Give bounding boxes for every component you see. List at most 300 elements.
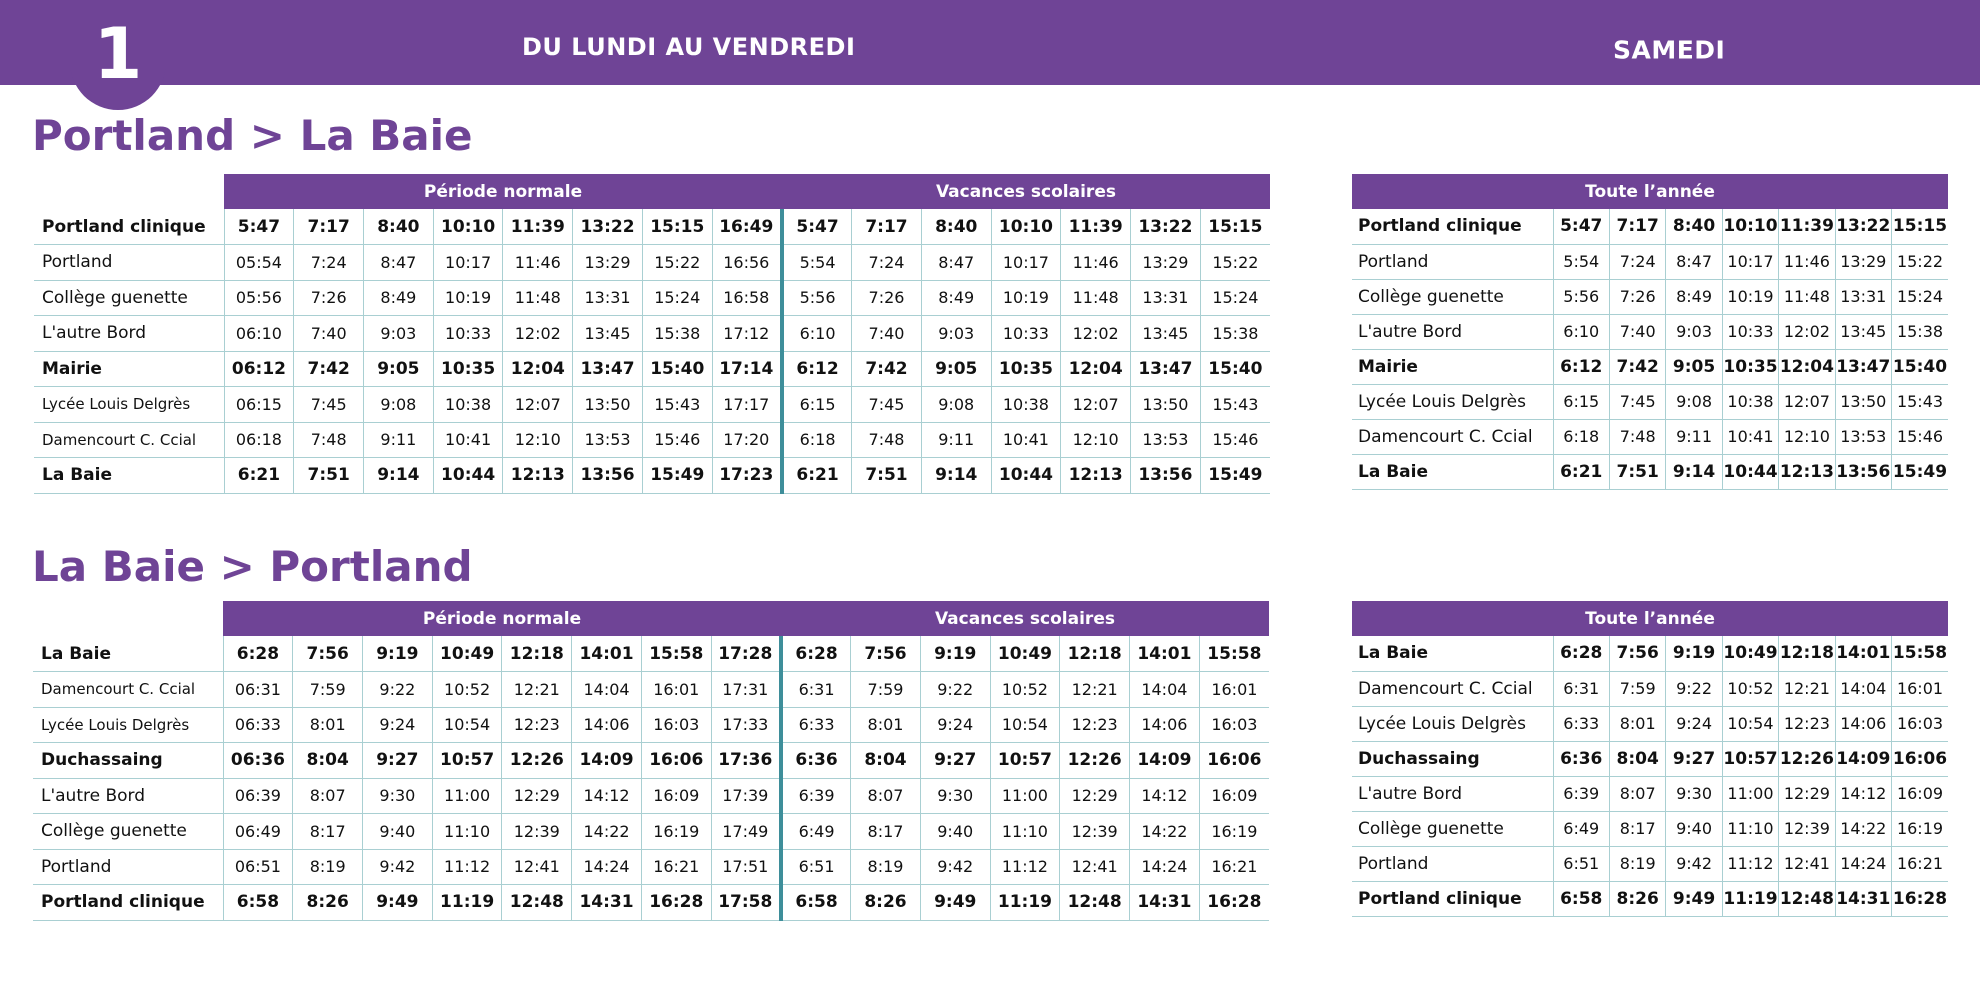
departure-time: 13:56 bbox=[1131, 458, 1201, 494]
departure-time: 12:29 bbox=[502, 778, 572, 814]
stop-name: Portland clinique bbox=[1352, 209, 1553, 244]
departure-time: 13:50 bbox=[1131, 387, 1201, 423]
departure-time: 14:31 bbox=[1835, 881, 1891, 916]
departure-time: 6:21 bbox=[224, 458, 294, 494]
departure-time: 8:17 bbox=[1609, 811, 1665, 846]
departure-time: 8:26 bbox=[293, 885, 363, 921]
departure-time: 6:21 bbox=[1553, 454, 1609, 489]
departure-time: 6:49 bbox=[1553, 811, 1609, 846]
departure-time: 7:40 bbox=[852, 316, 922, 352]
departure-time: 9:22 bbox=[920, 672, 990, 708]
timetable-row bbox=[34, 209, 1270, 245]
departure-time: 7:51 bbox=[852, 458, 922, 494]
departure-time: 14:24 bbox=[572, 849, 642, 885]
departure-time: 16:28 bbox=[641, 885, 711, 921]
departure-time: 16:01 bbox=[1891, 671, 1948, 706]
departure-time: 9:05 bbox=[921, 351, 991, 387]
departure-time: 11:00 bbox=[432, 778, 502, 814]
departure-time: 17:58 bbox=[711, 885, 781, 921]
departure-time: 12:04 bbox=[1779, 349, 1835, 384]
departure-time: 14:22 bbox=[1835, 811, 1891, 846]
departure-time: 15:49 bbox=[1200, 458, 1270, 494]
departure-time: 16:01 bbox=[641, 672, 711, 708]
departure-time: 12:39 bbox=[502, 814, 572, 850]
departure-time: 9:14 bbox=[364, 458, 434, 494]
departure-time: 10:35 bbox=[1722, 349, 1778, 384]
departure-time: 14:01 bbox=[1130, 636, 1200, 672]
weekday-timetable-return bbox=[33, 601, 1269, 921]
departure-time: 12:04 bbox=[503, 351, 573, 387]
departure-time: 8:07 bbox=[293, 778, 363, 814]
departure-time: 16:19 bbox=[1199, 814, 1269, 850]
departure-time: 6:10 bbox=[782, 316, 852, 352]
departure-time: 6:18 bbox=[1553, 419, 1609, 454]
departure-time: 10:19 bbox=[433, 280, 503, 316]
departure-time: 14:31 bbox=[1130, 885, 1200, 921]
departure-time: 10:49 bbox=[432, 636, 502, 672]
departure-time: 11:48 bbox=[1779, 279, 1835, 314]
departure-time: 5:47 bbox=[1553, 209, 1609, 244]
departure-time: 10:35 bbox=[991, 351, 1061, 387]
stop-name: Damencourt C. Ccial bbox=[34, 422, 224, 458]
departure-time: 15:43 bbox=[1891, 384, 1948, 419]
departure-time: 6:51 bbox=[1553, 846, 1609, 881]
stop-name: L'autre Bord bbox=[33, 778, 223, 814]
departure-time: 14:09 bbox=[1835, 741, 1891, 776]
weekday-timetable-outbound bbox=[34, 174, 1270, 494]
departure-time: 15:58 bbox=[641, 636, 711, 672]
period-normal-header: Période normale bbox=[223, 601, 781, 636]
departure-time: 8:26 bbox=[1609, 881, 1665, 916]
departure-time: 9:08 bbox=[364, 387, 434, 423]
stop-name: Lycée Louis Delgrès bbox=[34, 387, 224, 423]
departure-time: 17:20 bbox=[712, 422, 782, 458]
departure-time: 6:31 bbox=[1553, 671, 1609, 706]
departure-time: 11:10 bbox=[1722, 811, 1778, 846]
departure-time: 12:29 bbox=[1060, 778, 1130, 814]
departure-time: 7:56 bbox=[1609, 636, 1665, 671]
departure-time: 5:47 bbox=[224, 209, 294, 245]
stop-name: Duchassaing bbox=[33, 743, 223, 779]
departure-time: 5:47 bbox=[782, 209, 852, 245]
departure-time: 9:19 bbox=[920, 636, 990, 672]
departure-time: 5:54 bbox=[782, 245, 852, 281]
saturday-heading: SAMEDI bbox=[1613, 35, 1726, 65]
departure-time: 15:40 bbox=[642, 351, 712, 387]
timetable-row bbox=[34, 458, 1270, 494]
departure-time: 06:10 bbox=[224, 316, 294, 352]
departure-time: 16:21 bbox=[1199, 849, 1269, 885]
departure-time: 10:10 bbox=[433, 209, 503, 245]
timetable-row bbox=[33, 743, 1269, 779]
departure-time: 6:33 bbox=[781, 707, 851, 743]
departure-time: 17:36 bbox=[711, 743, 781, 779]
departure-time: 11:39 bbox=[503, 209, 573, 245]
departure-time: 14:22 bbox=[1130, 814, 1200, 850]
departure-time: 10:38 bbox=[991, 387, 1061, 423]
departure-time: 11:46 bbox=[1779, 244, 1835, 279]
departure-time: 16:19 bbox=[641, 814, 711, 850]
departure-time: 6:15 bbox=[1553, 384, 1609, 419]
departure-time: 15:15 bbox=[642, 209, 712, 245]
departure-time: 12:10 bbox=[503, 422, 573, 458]
departure-time: 10:44 bbox=[1722, 454, 1778, 489]
departure-time: 15:58 bbox=[1891, 636, 1948, 671]
departure-time: 11:19 bbox=[990, 885, 1060, 921]
departure-time: 10:44 bbox=[991, 458, 1061, 494]
departure-time: 6:10 bbox=[1553, 314, 1609, 349]
line-number-badge: 1 bbox=[70, 0, 166, 110]
departure-time: 8:04 bbox=[1609, 741, 1665, 776]
departure-time: 9:24 bbox=[1666, 706, 1722, 741]
departure-time: 15:22 bbox=[1891, 244, 1948, 279]
departure-time: 7:26 bbox=[294, 280, 364, 316]
departure-time: 8:47 bbox=[1666, 244, 1722, 279]
departure-time: 15:43 bbox=[1200, 387, 1270, 423]
departure-time: 17:23 bbox=[712, 458, 782, 494]
departure-time: 8:01 bbox=[851, 707, 921, 743]
departure-time: 10:57 bbox=[432, 743, 502, 779]
stop-name: L'autre Bord bbox=[1352, 314, 1553, 349]
departure-time: 10:19 bbox=[991, 280, 1061, 316]
timetable-row bbox=[1352, 244, 1948, 279]
departure-time: 17:33 bbox=[711, 707, 781, 743]
departure-time: 12:18 bbox=[1060, 636, 1130, 672]
departure-time: 12:13 bbox=[1061, 458, 1131, 494]
timetable-row bbox=[1352, 419, 1948, 454]
departure-time: 16:03 bbox=[1199, 707, 1269, 743]
stop-name: Portland bbox=[33, 849, 223, 885]
stop-name: Mairie bbox=[34, 351, 224, 387]
departure-time: 9:27 bbox=[920, 743, 990, 779]
departure-time: 10:41 bbox=[991, 422, 1061, 458]
departure-time: 05:56 bbox=[224, 280, 294, 316]
departure-time: 17:14 bbox=[712, 351, 782, 387]
departure-time: 12:07 bbox=[503, 387, 573, 423]
departure-time: 6:49 bbox=[781, 814, 851, 850]
departure-time: 8:04 bbox=[293, 743, 363, 779]
departure-time: 10:52 bbox=[432, 672, 502, 708]
departure-time: 10:19 bbox=[1722, 279, 1778, 314]
departure-time: 6:15 bbox=[782, 387, 852, 423]
departure-time: 12:21 bbox=[502, 672, 572, 708]
departure-time: 15:38 bbox=[642, 316, 712, 352]
departure-time: 15:49 bbox=[642, 458, 712, 494]
departure-time: 17:12 bbox=[712, 316, 782, 352]
departure-time: 12:07 bbox=[1061, 387, 1131, 423]
departure-time: 14:06 bbox=[1835, 706, 1891, 741]
timetable-row bbox=[34, 387, 1270, 423]
departure-time: 13:47 bbox=[573, 351, 643, 387]
departure-time: 12:13 bbox=[1779, 454, 1835, 489]
departure-time: 06:51 bbox=[223, 849, 293, 885]
departure-time: 5:56 bbox=[1553, 279, 1609, 314]
timetable-row bbox=[1352, 846, 1948, 881]
departure-time: 12:48 bbox=[1060, 885, 1130, 921]
departure-time: 13:45 bbox=[1131, 316, 1201, 352]
departure-time: 12:02 bbox=[1061, 316, 1131, 352]
departure-time: 16:09 bbox=[641, 778, 711, 814]
stop-name: Duchassaing bbox=[1352, 741, 1553, 776]
departure-time: 10:52 bbox=[990, 672, 1060, 708]
departure-time: 7:45 bbox=[294, 387, 364, 423]
departure-time: 9:19 bbox=[1666, 636, 1722, 671]
departure-time: 13:53 bbox=[573, 422, 643, 458]
departure-time: 6:21 bbox=[782, 458, 852, 494]
stop-name: L'autre Bord bbox=[1352, 776, 1553, 811]
stop-name: La Baie bbox=[1352, 454, 1553, 489]
all-year-header: Toute l’année bbox=[1352, 174, 1948, 209]
departure-time: 8:04 bbox=[851, 743, 921, 779]
departure-time: 7:45 bbox=[852, 387, 922, 423]
departure-time: 8:49 bbox=[921, 280, 991, 316]
departure-time: 10:38 bbox=[1722, 384, 1778, 419]
departure-time: 12:02 bbox=[503, 316, 573, 352]
departure-time: 14:24 bbox=[1835, 846, 1891, 881]
departure-time: 9:49 bbox=[920, 885, 990, 921]
departure-time: 12:23 bbox=[1060, 707, 1130, 743]
departure-time: 8:19 bbox=[851, 849, 921, 885]
departure-time: 12:23 bbox=[1779, 706, 1835, 741]
timetable-row bbox=[1352, 314, 1948, 349]
departure-time: 12:07 bbox=[1779, 384, 1835, 419]
departure-time: 9:11 bbox=[364, 422, 434, 458]
departure-time: 15:49 bbox=[1891, 454, 1948, 489]
departure-time: 15:46 bbox=[1891, 419, 1948, 454]
departure-time: 16:06 bbox=[1199, 743, 1269, 779]
departure-time: 11:19 bbox=[1722, 881, 1778, 916]
timetable-row bbox=[34, 316, 1270, 352]
departure-time: 9:14 bbox=[921, 458, 991, 494]
departure-time: 17:17 bbox=[712, 387, 782, 423]
stop-name: Collège guenette bbox=[1352, 811, 1553, 846]
departure-time: 7:51 bbox=[294, 458, 364, 494]
stop-name: Portland clinique bbox=[34, 209, 224, 245]
departure-time: 05:54 bbox=[224, 245, 294, 281]
departure-time: 10:49 bbox=[1722, 636, 1778, 671]
departure-time: 9:08 bbox=[1666, 384, 1722, 419]
timetable-row bbox=[34, 422, 1270, 458]
departure-time: 14:12 bbox=[1130, 778, 1200, 814]
departure-time: 5:54 bbox=[1553, 244, 1609, 279]
stop-name: Portland bbox=[1352, 244, 1553, 279]
departure-time: 11:39 bbox=[1779, 209, 1835, 244]
departure-time: 6:58 bbox=[781, 885, 851, 921]
departure-time: 16:09 bbox=[1199, 778, 1269, 814]
departure-time: 9:49 bbox=[1666, 881, 1722, 916]
departure-time: 6:18 bbox=[782, 422, 852, 458]
departure-time: 12:41 bbox=[1779, 846, 1835, 881]
departure-time: 12:04 bbox=[1061, 351, 1131, 387]
departure-time: 8:01 bbox=[293, 707, 363, 743]
timetable-row bbox=[1352, 811, 1948, 846]
departure-time: 11:46 bbox=[1061, 245, 1131, 281]
departure-time: 14:04 bbox=[1835, 671, 1891, 706]
period-normal-header: Période normale bbox=[224, 174, 782, 209]
departure-time: 7:48 bbox=[1609, 419, 1665, 454]
saturday-timetable-outbound bbox=[1352, 174, 1948, 490]
departure-time: 10:44 bbox=[433, 458, 503, 494]
departure-time: 17:39 bbox=[711, 778, 781, 814]
departure-time: 14:04 bbox=[1130, 672, 1200, 708]
departure-time: 16:21 bbox=[1891, 846, 1948, 881]
stop-name: Portland bbox=[34, 245, 224, 281]
departure-time: 10:41 bbox=[1722, 419, 1778, 454]
departure-time: 15:15 bbox=[1891, 209, 1948, 244]
departure-time: 7:51 bbox=[1609, 454, 1665, 489]
departure-time: 7:24 bbox=[1609, 244, 1665, 279]
departure-time: 10:54 bbox=[990, 707, 1060, 743]
departure-time: 10:49 bbox=[990, 636, 1060, 672]
departure-time: 9:40 bbox=[363, 814, 433, 850]
departure-time: 14:06 bbox=[1130, 707, 1200, 743]
departure-time: 6:12 bbox=[782, 351, 852, 387]
departure-time: 10:52 bbox=[1722, 671, 1778, 706]
stop-name: Lycée Louis Delgrès bbox=[1352, 706, 1553, 741]
departure-time: 9:05 bbox=[364, 351, 434, 387]
departure-time: 11:12 bbox=[990, 849, 1060, 885]
departure-time: 16:58 bbox=[712, 280, 782, 316]
stop-name: Portland bbox=[1352, 846, 1553, 881]
departure-time: 13:50 bbox=[1835, 384, 1891, 419]
departure-time: 8:40 bbox=[921, 209, 991, 245]
departure-time: 10:17 bbox=[991, 245, 1061, 281]
departure-time: 8:49 bbox=[364, 280, 434, 316]
departure-time: 14:01 bbox=[572, 636, 642, 672]
departure-time: 06:31 bbox=[223, 672, 293, 708]
departure-time: 12:10 bbox=[1779, 419, 1835, 454]
departure-time: 15:38 bbox=[1891, 314, 1948, 349]
departure-time: 15:40 bbox=[1891, 349, 1948, 384]
departure-time: 7:17 bbox=[852, 209, 922, 245]
departure-time: 13:56 bbox=[573, 458, 643, 494]
departure-time: 15:58 bbox=[1199, 636, 1269, 672]
departure-time: 13:29 bbox=[1835, 244, 1891, 279]
departure-time: 6:12 bbox=[1553, 349, 1609, 384]
departure-time: 15:43 bbox=[642, 387, 712, 423]
departure-time: 12:41 bbox=[1060, 849, 1130, 885]
departure-time: 9:27 bbox=[1666, 741, 1722, 776]
departure-time: 12:39 bbox=[1060, 814, 1130, 850]
departure-time: 7:59 bbox=[851, 672, 921, 708]
departure-time: 14:22 bbox=[572, 814, 642, 850]
departure-time: 7:56 bbox=[293, 636, 363, 672]
departure-time: 14:09 bbox=[1130, 743, 1200, 779]
departure-time: 7:24 bbox=[852, 245, 922, 281]
departure-time: 7:59 bbox=[293, 672, 363, 708]
departure-time: 16:03 bbox=[1891, 706, 1948, 741]
departure-time: 11:00 bbox=[990, 778, 1060, 814]
departure-time: 13:47 bbox=[1835, 349, 1891, 384]
departure-time: 16:06 bbox=[1891, 741, 1948, 776]
departure-time: 15:22 bbox=[642, 245, 712, 281]
departure-time: 8:17 bbox=[293, 814, 363, 850]
departure-time: 10:33 bbox=[433, 316, 503, 352]
departure-time: 8:17 bbox=[851, 814, 921, 850]
departure-time: 16:21 bbox=[641, 849, 711, 885]
timetable-row bbox=[1352, 671, 1948, 706]
departure-time: 6:28 bbox=[1553, 636, 1609, 671]
departure-time: 5:56 bbox=[782, 280, 852, 316]
departure-time: 17:31 bbox=[711, 672, 781, 708]
departure-time: 11:12 bbox=[1722, 846, 1778, 881]
timetable-row bbox=[1352, 706, 1948, 741]
departure-time: 13:45 bbox=[1835, 314, 1891, 349]
departure-time: 7:48 bbox=[852, 422, 922, 458]
departure-time: 14:06 bbox=[572, 707, 642, 743]
vacation-header: Vacances scolaires bbox=[781, 601, 1269, 636]
departure-time: 12:18 bbox=[1779, 636, 1835, 671]
departure-time: 13:53 bbox=[1131, 422, 1201, 458]
stop-name: Lycée Louis Delgrès bbox=[33, 707, 223, 743]
departure-time: 10:33 bbox=[1722, 314, 1778, 349]
departure-time: 13:53 bbox=[1835, 419, 1891, 454]
departure-time: 7:56 bbox=[851, 636, 921, 672]
departure-time: 10:57 bbox=[990, 743, 1060, 779]
stop-name: La Baie bbox=[1352, 636, 1553, 671]
stop-name: Portland clinique bbox=[33, 885, 223, 921]
timetable-row bbox=[1352, 776, 1948, 811]
departure-time: 12:48 bbox=[1779, 881, 1835, 916]
departure-time: 10:17 bbox=[433, 245, 503, 281]
departure-time: 11:10 bbox=[990, 814, 1060, 850]
departure-time: 12:26 bbox=[502, 743, 572, 779]
timetable-row bbox=[33, 636, 1269, 672]
stop-name: Portland clinique bbox=[1352, 881, 1553, 916]
stop-name: Damencourt C. Ccial bbox=[33, 672, 223, 708]
departure-time: 12:21 bbox=[1779, 671, 1835, 706]
departure-time: 9:22 bbox=[363, 672, 433, 708]
departure-time: 15:40 bbox=[1200, 351, 1270, 387]
departure-time: 9:19 bbox=[363, 636, 433, 672]
departure-time: 7:42 bbox=[294, 351, 364, 387]
departure-time: 16:28 bbox=[1199, 885, 1269, 921]
departure-time: 8:19 bbox=[1609, 846, 1665, 881]
departure-time: 8:40 bbox=[364, 209, 434, 245]
departure-time: 7:24 bbox=[294, 245, 364, 281]
departure-time: 10:38 bbox=[433, 387, 503, 423]
departure-time: 12:23 bbox=[502, 707, 572, 743]
stop-name: La Baie bbox=[34, 458, 224, 494]
departure-time: 11:10 bbox=[432, 814, 502, 850]
departure-time: 13:22 bbox=[573, 209, 643, 245]
departure-time: 10:33 bbox=[991, 316, 1061, 352]
timetable-row bbox=[33, 778, 1269, 814]
departure-time: 7:40 bbox=[294, 316, 364, 352]
departure-time: 12:26 bbox=[1779, 741, 1835, 776]
departure-time: 8:47 bbox=[921, 245, 991, 281]
departure-time: 12:02 bbox=[1779, 314, 1835, 349]
departure-time: 16:06 bbox=[641, 743, 711, 779]
timetable-row bbox=[1352, 881, 1948, 916]
departure-time: 7:42 bbox=[852, 351, 922, 387]
departure-time: 12:10 bbox=[1061, 422, 1131, 458]
departure-time: 10:35 bbox=[433, 351, 503, 387]
departure-time: 06:39 bbox=[223, 778, 293, 814]
departure-time: 16:01 bbox=[1199, 672, 1269, 708]
departure-time: 14:09 bbox=[572, 743, 642, 779]
departure-time: 14:12 bbox=[572, 778, 642, 814]
departure-time: 6:36 bbox=[781, 743, 851, 779]
route-title-return: La Baie > Portland bbox=[32, 542, 473, 591]
departure-time: 10:17 bbox=[1722, 244, 1778, 279]
departure-time: 9:22 bbox=[1666, 671, 1722, 706]
departure-time: 12:13 bbox=[503, 458, 573, 494]
departure-time: 11:48 bbox=[1061, 280, 1131, 316]
departure-time: 9:30 bbox=[1666, 776, 1722, 811]
departure-time: 11:00 bbox=[1722, 776, 1778, 811]
departure-time: 13:47 bbox=[1131, 351, 1201, 387]
